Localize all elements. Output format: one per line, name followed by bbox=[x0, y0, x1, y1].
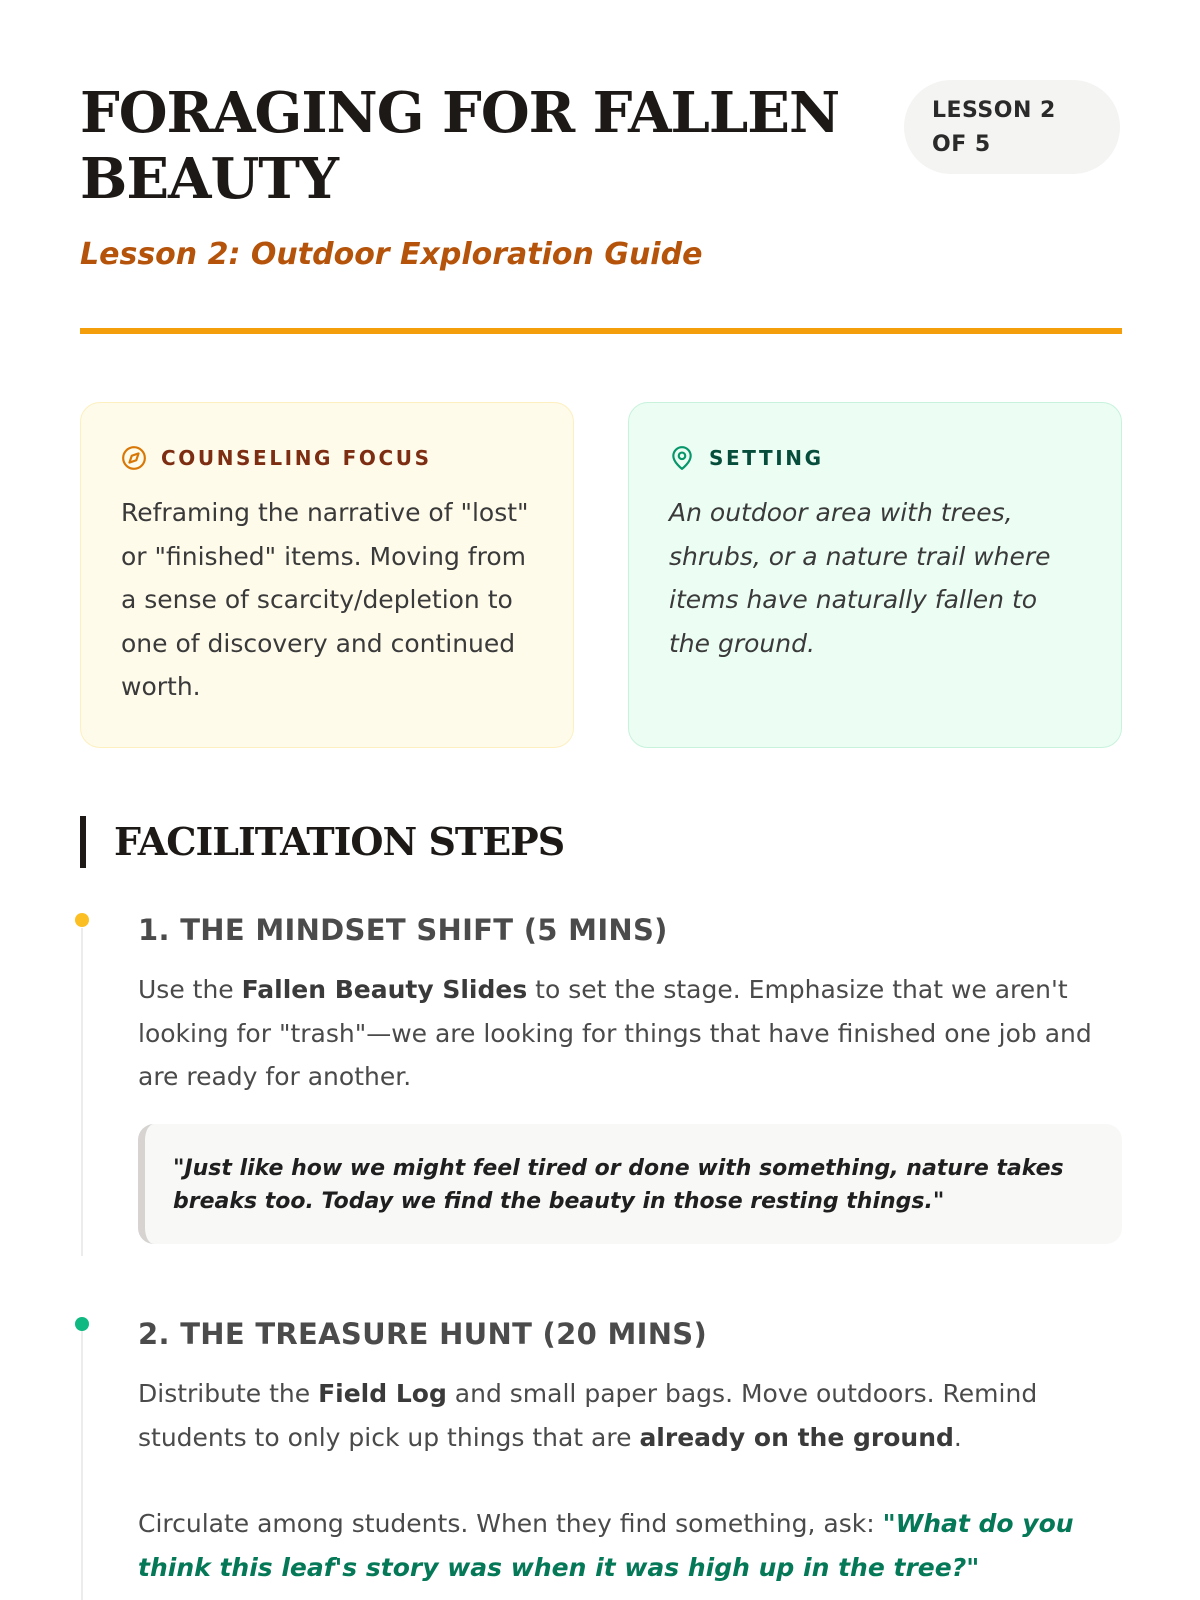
section-title: FACILITATION STEPS bbox=[114, 819, 565, 864]
step-1-title: 1. THE MINDSET SHIFT (5 MINS) bbox=[138, 913, 668, 947]
step-2-text: Distribute the Field Log and small paper bags. Move outdoors. Remind students to only pick up things that are already on the ground. bbox=[138, 1379, 1038, 1452]
page-title: FORAGING FOR FALLEN BEAUTY bbox=[80, 80, 840, 212]
slides-name: Fallen Beauty Slides bbox=[241, 975, 528, 1004]
setting-label: SETTING bbox=[709, 446, 824, 470]
counseling-focus-label: COUNSELING FOCUS bbox=[161, 446, 432, 470]
reflection-question: "What do you think this leaf's story was when it was high up in the tree?" bbox=[138, 1509, 1074, 1582]
timeline-line bbox=[81, 1326, 83, 1600]
setting-text: An outdoor area with trees, shrubs, or a nature trail where items have naturally fallen to the ground. bbox=[669, 498, 1051, 658]
step-marker-dot bbox=[75, 913, 89, 927]
step-2-prompt: Circulate among students. When they find something, ask: "What do you think this leaf's story was when it was high up in the tree?" bbox=[138, 1509, 1074, 1582]
section-heading bbox=[80, 816, 564, 868]
page-header bbox=[80, 80, 1120, 274]
timeline-line bbox=[81, 928, 83, 1256]
step-marker-dot bbox=[75, 1317, 89, 1331]
field-log-name: Field Log bbox=[318, 1379, 447, 1408]
counseling-focus-card bbox=[80, 402, 574, 748]
setting-card bbox=[628, 402, 1122, 748]
lesson-badge: LESSON 2 OF 5 bbox=[904, 80, 1120, 174]
page-subtitle: Lesson 2: Outdoor Exploration Guide bbox=[80, 237, 703, 272]
counseling-focus-text: Reframing the narrative of "lost" or "finished" items. Moving from a sense of scarcity/depletion to one of discovery and continued worth. bbox=[121, 498, 529, 701]
step-1-text: Use the Fallen Beauty Slides to set the stage. Emphasize that we aren't looking for "trash"—we are looking for things that have finished one job and are ready for another. bbox=[138, 975, 1092, 1091]
step-2-title: 2. THE TREASURE HUNT (20 MINS) bbox=[138, 1317, 708, 1351]
ground-rule: already on the ground bbox=[639, 1422, 954, 1452]
compass-icon bbox=[121, 445, 147, 471]
header-divider bbox=[80, 328, 1122, 334]
step-1-quote: "Just like how we might feel tired or done with something, nature takes breaks too. Today we find the beauty in those resting things." bbox=[138, 1124, 1122, 1244]
map-pin-icon bbox=[669, 445, 695, 471]
